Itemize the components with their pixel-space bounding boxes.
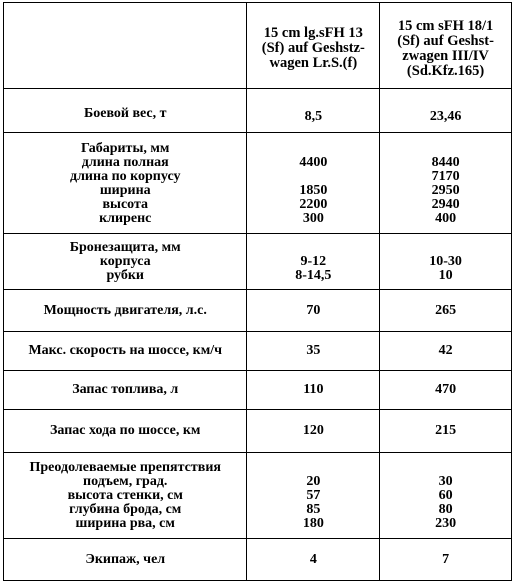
header-col2-line: (Sd.Kfz.165) xyxy=(406,62,485,79)
row-dims-v1 xyxy=(247,133,380,234)
header-col1 xyxy=(247,3,380,89)
dims-v1: 2200 xyxy=(299,197,328,212)
row-dims xyxy=(4,133,512,234)
row-weight-v2: 23,46 xyxy=(380,89,512,133)
armor-v1 xyxy=(247,241,379,255)
header-col1-line: (Sf) auf Geshstz- xyxy=(261,40,365,56)
armor-v1: 8-14,5 xyxy=(295,267,332,283)
row-power-v1: 70 xyxy=(247,290,380,332)
row-dims-labels xyxy=(4,133,247,234)
row-armor xyxy=(4,234,512,290)
obstacles-v1: 85 xyxy=(306,501,321,517)
obstacles-label: подъем, град. xyxy=(83,473,168,489)
row-crew xyxy=(4,539,512,581)
armor-v2 xyxy=(380,241,511,255)
armor-v1: 9-12 xyxy=(300,253,327,269)
row-crew-v2: 7 xyxy=(380,539,512,581)
row-obstacles xyxy=(4,453,512,539)
obstacles-v2: 30 xyxy=(438,473,453,489)
dims-label: ширина xyxy=(99,183,151,198)
header-col2 xyxy=(380,3,512,89)
dims-v2: 8440 xyxy=(431,155,460,170)
header-col1-line: 15 cm lg.sFH 13 xyxy=(263,25,363,41)
obstacles-v1 xyxy=(247,461,379,475)
row-range-v1: 120 xyxy=(247,410,380,453)
dims-label: клиренс xyxy=(99,211,152,226)
obstacles-v1: 20 xyxy=(306,473,321,489)
obstacles-v2: 60 xyxy=(438,487,453,503)
dims-v1: 1850 xyxy=(299,183,328,198)
armor-label: корпуса xyxy=(99,253,151,269)
row-speed-v2: 42 xyxy=(380,332,512,371)
obstacles-v2: 230 xyxy=(435,515,457,531)
dims-v2: 2940 xyxy=(431,197,460,212)
dims-v1: 4400 xyxy=(299,155,328,170)
row-armor-labels xyxy=(4,234,247,290)
header-col2-line: zwagen III/IV xyxy=(402,47,489,64)
armor-v2: 10 xyxy=(438,267,453,283)
dims-label: длина полная xyxy=(81,155,169,170)
row-crew-v1: 4 xyxy=(247,539,380,581)
row-armor-v2 xyxy=(380,234,512,290)
header-col2-line: (Sf) auf Geshst- xyxy=(397,32,494,49)
row-armor-v1 xyxy=(247,234,380,290)
row-weight-v1: 8,5 xyxy=(247,89,380,133)
dims-v1: 300 xyxy=(302,211,324,226)
row-crew-label: Экипаж, чел xyxy=(4,539,247,581)
row-fuel-label: Запас топлива, л xyxy=(4,371,247,410)
dims-v1 xyxy=(247,142,379,156)
row-obstacles-labels xyxy=(4,453,247,539)
header-empty-cell xyxy=(4,3,247,89)
obstacles-v2 xyxy=(380,461,511,475)
obstacles-v1: 57 xyxy=(306,487,321,503)
row-fuel xyxy=(4,371,512,410)
header-col2-line: 15 cm sFH 18/1 xyxy=(397,17,494,34)
obstacles-label: глубина брода, см xyxy=(69,501,182,517)
row-power-v2: 265 xyxy=(380,290,512,332)
row-fuel-v2: 470 xyxy=(380,371,512,410)
row-range xyxy=(4,410,512,453)
dims-v2: 7170 xyxy=(431,169,460,184)
obstacles-v1: 180 xyxy=(302,515,324,531)
row-power-label: Мощность двигателя, л.с. xyxy=(4,290,247,332)
row-range-v2: 215 xyxy=(380,410,512,453)
dims-v2: 400 xyxy=(435,211,457,226)
dims-label: высота xyxy=(102,197,149,212)
row-power xyxy=(4,290,512,332)
obstacles-label: высота стенки, см xyxy=(67,487,183,503)
header-col1-line: wagen Lr.S.(f) xyxy=(269,55,358,71)
header-row xyxy=(4,3,512,89)
obstacles-label: Преодолеваемые препятствия xyxy=(29,459,221,475)
row-speed-v1: 35 xyxy=(247,332,380,371)
row-obstacles-v1 xyxy=(247,453,380,539)
armor-label: рубки xyxy=(106,267,145,283)
obstacles-v2: 80 xyxy=(438,501,453,517)
dims-label: длина по корпусу xyxy=(70,169,181,184)
spec-table xyxy=(3,2,512,581)
row-dims-v2 xyxy=(380,133,512,234)
row-range-label: Запас хода по шоссе, км xyxy=(4,410,247,453)
armor-label: Бронезащита, мм xyxy=(69,239,181,255)
row-speed xyxy=(4,332,512,371)
row-weight-label: Боевой вес, т xyxy=(4,89,247,133)
dims-v1 xyxy=(247,170,379,184)
dims-v2 xyxy=(380,142,511,156)
row-fuel-v1: 110 xyxy=(247,371,380,410)
row-speed-label: Макс. скорость на шоссе, км/ч xyxy=(4,332,247,371)
armor-v2: 10-30 xyxy=(429,253,462,269)
row-weight xyxy=(4,89,512,133)
dims-v2: 2950 xyxy=(431,183,460,198)
row-obstacles-v2 xyxy=(380,453,512,539)
obstacles-label: ширина рва, см xyxy=(75,515,175,531)
dims-label: Габариты, мм xyxy=(81,141,170,156)
